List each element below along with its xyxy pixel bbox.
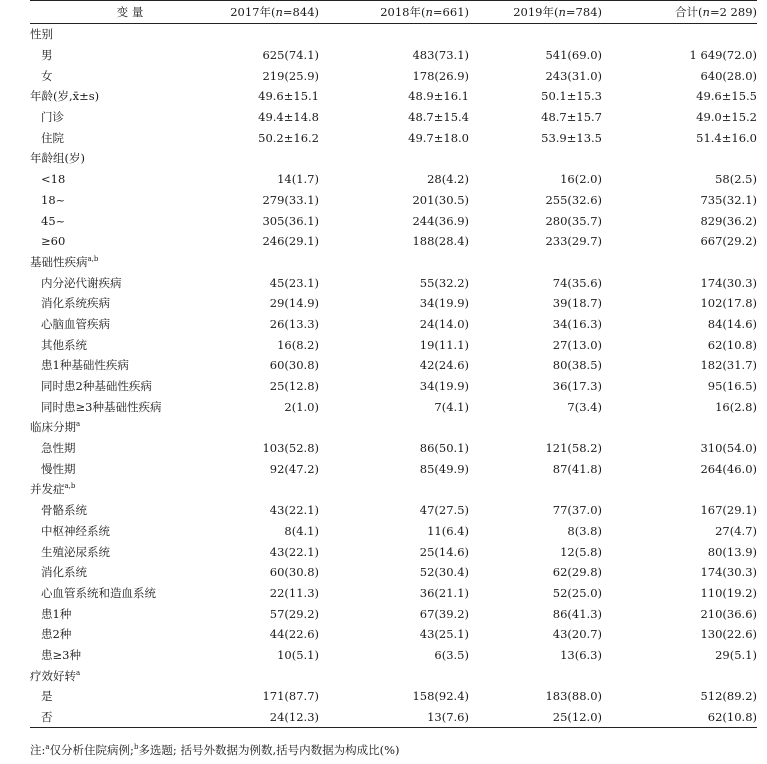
- row-value: 52(25.0): [552, 585, 602, 600]
- row-value: 44(22.6): [269, 627, 319, 642]
- row-value: [469, 479, 602, 500]
- row-value: 47(27.5): [419, 503, 469, 518]
- row-label: <18: [41, 172, 66, 187]
- row-value: 62(29.8): [552, 565, 602, 580]
- table-row: [30, 458, 757, 479]
- row-value: 8(3.8): [567, 523, 602, 538]
- row-value: 14(1.7): [277, 172, 319, 187]
- row-label: 临床分期$^a$: [30, 420, 81, 435]
- row-value: 28(4.2): [427, 172, 469, 187]
- row-label: 患1种基础性疾病: [41, 358, 129, 373]
- row-value: 55(32.2): [419, 275, 469, 290]
- table-row: [30, 500, 757, 521]
- table-row: [30, 665, 757, 686]
- row-value: 158(92.4): [412, 689, 469, 704]
- row-label: 否: [30, 707, 230, 728]
- header-row: [30, 1, 757, 24]
- header-2018: 2018年(n=661): [319, 1, 469, 24]
- row-value: 483(73.1): [412, 48, 469, 63]
- table-row: [30, 334, 757, 355]
- row-value: 219(25.9): [262, 68, 319, 83]
- table-row: [30, 314, 757, 335]
- header-variable: 变 量: [30, 1, 230, 24]
- row-value: 34(19.9): [419, 379, 469, 394]
- row-label: 并发症$^{a,b}$: [30, 482, 76, 497]
- row-value: [230, 417, 319, 438]
- row-label: 内分泌代谢疾病: [41, 275, 122, 290]
- row-value: [230, 24, 319, 45]
- row-value: 25(12.8): [269, 379, 319, 394]
- row-value: 1 649(72.0): [689, 48, 757, 63]
- row-value: 29(5.1): [715, 647, 757, 662]
- row-value: 233(29.7): [545, 234, 602, 249]
- row-value: [602, 665, 757, 686]
- table-row: [30, 107, 757, 128]
- row-label: 年龄组(岁): [30, 151, 85, 166]
- row-label: 疗效好转$^a$: [30, 668, 81, 683]
- row-value: 13(7.6): [319, 707, 469, 728]
- row-value: 174(30.3): [700, 275, 757, 290]
- row-value: 16(2.0): [560, 172, 602, 187]
- row-label: 同时患≥3种基础性疾病: [41, 399, 162, 414]
- row-value: 7(4.1): [434, 399, 469, 414]
- row-label: 女: [41, 68, 53, 83]
- row-value: 201(30.5): [412, 192, 469, 207]
- table-row: [30, 148, 757, 169]
- row-value: 246(29.1): [262, 234, 319, 249]
- row-value: [319, 252, 469, 273]
- row-value: 48.7±15.4: [408, 110, 469, 125]
- table-row: [30, 479, 757, 500]
- row-value: [319, 24, 469, 45]
- row-value: 264(46.0): [700, 461, 757, 476]
- table-body: [30, 24, 757, 728]
- row-value: 829(36.2): [700, 213, 757, 228]
- table-row: [30, 707, 757, 728]
- row-value: 62(10.8): [707, 337, 757, 352]
- row-value: 735(32.1): [700, 192, 757, 207]
- table-row: [30, 169, 757, 190]
- row-label: 心血管系统和造血系统: [41, 585, 156, 600]
- row-label: 急性期: [41, 441, 76, 456]
- row-value: 42(24.6): [419, 358, 469, 373]
- table-row: [30, 438, 757, 459]
- row-value: [602, 417, 757, 438]
- row-label: 消化系统: [41, 565, 87, 580]
- footnote-marker: a,b: [87, 254, 99, 263]
- table-row: [30, 65, 757, 86]
- row-value: 50.2±16.2: [258, 130, 319, 145]
- table-row: [30, 541, 757, 562]
- row-value: 16(2.8): [715, 399, 757, 414]
- header-2019: 2019年(n=784): [469, 1, 602, 24]
- row-value: 279(33.1): [262, 192, 319, 207]
- row-value: 26(13.3): [269, 316, 319, 331]
- row-label: 心脑血管疾病: [41, 316, 110, 331]
- row-value: 60(30.8): [269, 565, 319, 580]
- row-value: 51.4±16.0: [696, 130, 757, 145]
- row-value: 34(19.9): [419, 296, 469, 311]
- table-row: [30, 190, 757, 211]
- row-value: 625(74.1): [262, 48, 319, 63]
- header-total: 合计(n=2 289): [602, 1, 757, 24]
- table-row: [30, 45, 757, 66]
- row-label: 患≥3种: [41, 647, 81, 662]
- row-value: 50.1±15.3: [541, 89, 602, 104]
- row-value: 36(21.1): [419, 585, 469, 600]
- row-value: 305(36.1): [262, 213, 319, 228]
- row-value: 121(58.2): [545, 441, 602, 456]
- header-2017: 2017年(n=844): [230, 1, 319, 24]
- row-label: 45~: [41, 213, 66, 228]
- row-value: 80(38.5): [552, 358, 602, 373]
- table-row: [30, 583, 757, 604]
- row-value: 43(20.7): [552, 627, 602, 642]
- row-value: 19(11.1): [419, 337, 469, 352]
- row-value: 77(37.0): [552, 503, 602, 518]
- row-value: 243(31.0): [545, 68, 602, 83]
- row-value: 49.6±15.1: [258, 89, 319, 104]
- row-value: 171(87.7): [262, 689, 319, 704]
- row-value: 244(36.9): [412, 213, 469, 228]
- row-value: 183(88.0): [545, 689, 602, 704]
- row-value: 255(32.6): [545, 192, 602, 207]
- row-value: 43(22.1): [269, 503, 319, 518]
- row-value: 210(36.6): [700, 606, 757, 621]
- row-value: [230, 665, 319, 686]
- row-label: 生殖泌尿系统: [41, 544, 110, 559]
- row-value: 95(16.5): [707, 379, 757, 394]
- row-value: 188(28.4): [412, 234, 469, 249]
- row-value: 49.7±18.0: [408, 130, 469, 145]
- row-label: 住院: [41, 130, 64, 145]
- row-value: 130(22.6): [700, 627, 757, 642]
- row-value: 27(13.0): [552, 337, 602, 352]
- table-row: [30, 272, 757, 293]
- row-value: 39(18.7): [552, 296, 602, 311]
- table-row: [30, 231, 757, 252]
- row-value: 48.9±16.1: [408, 89, 469, 104]
- row-value: 60(30.8): [269, 358, 319, 373]
- row-label: 同时患2种基础性疾病: [41, 379, 152, 394]
- row-value: 80(13.9): [707, 544, 757, 559]
- table-row: [30, 645, 757, 666]
- row-value: 10(5.1): [277, 647, 319, 662]
- table-row: [30, 562, 757, 583]
- row-value: [469, 665, 602, 686]
- row-label: 门诊: [41, 110, 64, 125]
- row-value: 24(14.0): [419, 316, 469, 331]
- row-label: 消化系统疾病: [41, 296, 110, 311]
- table-footnote: 注:$^a$仅分析住院病例;$^b$多选题; 括号外数据为例数,括号内数据为构成比(%): [30, 743, 400, 757]
- row-value: 84(14.6): [707, 316, 757, 331]
- row-value: 167(29.1): [700, 503, 757, 518]
- row-value: 62(10.8): [602, 707, 757, 728]
- footnote-marker: a: [76, 668, 81, 677]
- row-label: 性别: [30, 27, 53, 42]
- table-row: [30, 24, 757, 45]
- row-value: [602, 148, 757, 169]
- row-value: 52(30.4): [419, 565, 469, 580]
- row-label: 年龄(岁,x̄±s): [30, 89, 100, 104]
- row-label: 患1种: [41, 606, 72, 621]
- row-value: 6(3.5): [434, 647, 469, 662]
- row-value: 74(35.6): [552, 275, 602, 290]
- table-row: [30, 624, 757, 645]
- row-value: 13(6.3): [560, 647, 602, 662]
- footnote-marker: a: [76, 420, 81, 429]
- row-value: 12(5.8): [560, 544, 602, 559]
- row-value: 36(17.3): [552, 379, 602, 394]
- row-value: [230, 148, 319, 169]
- row-value: 310(54.0): [700, 441, 757, 456]
- row-value: 92(47.2): [269, 461, 319, 476]
- row-value: 110(19.2): [700, 585, 757, 600]
- row-value: 103(52.8): [262, 441, 319, 456]
- row-value: [469, 417, 602, 438]
- row-value: [319, 665, 469, 686]
- table-row: [30, 210, 757, 231]
- row-value: 86(41.3): [552, 606, 602, 621]
- row-value: 22(11.3): [269, 585, 319, 600]
- row-label: 中枢神经系统: [41, 523, 110, 538]
- row-value: [469, 148, 602, 169]
- table-row: [30, 603, 757, 624]
- footnote-marker: a,b: [64, 482, 76, 491]
- row-value: 67(39.2): [419, 606, 469, 621]
- row-value: [602, 252, 757, 273]
- row-value: 49.6±15.5: [696, 89, 757, 104]
- table-row: [30, 417, 757, 438]
- table-row: [30, 376, 757, 397]
- row-value: 667(29.2): [700, 234, 757, 249]
- row-value: 2(1.0): [284, 399, 319, 414]
- row-label: 其他系统: [41, 337, 87, 352]
- row-value: [319, 479, 469, 500]
- row-label: 基础性疾病$^{a,b}$: [30, 254, 99, 269]
- row-value: [469, 252, 602, 273]
- row-value: 8(4.1): [284, 523, 319, 538]
- row-value: [602, 24, 757, 45]
- row-value: 25(14.6): [419, 544, 469, 559]
- row-value: 178(26.9): [412, 68, 469, 83]
- table-row: [30, 686, 757, 707]
- row-value: 87(41.8): [552, 461, 602, 476]
- row-value: 58(2.5): [715, 172, 757, 187]
- row-value: 512(89.2): [700, 689, 757, 704]
- data-table: [30, 0, 757, 728]
- row-value: 34(16.3): [552, 316, 602, 331]
- table-row: [30, 293, 757, 314]
- row-value: 85(49.9): [419, 461, 469, 476]
- row-label: 慢性期: [41, 461, 76, 476]
- row-label: 是: [41, 689, 53, 704]
- table-row: [30, 86, 757, 107]
- statistics-table-document: [30, 0, 757, 757]
- row-value: 182(31.7): [700, 358, 757, 373]
- row-label: ≥60: [41, 234, 66, 249]
- row-value: [230, 252, 319, 273]
- row-value: [319, 148, 469, 169]
- row-label: 骨骼系统: [41, 503, 87, 518]
- row-value: 16(8.2): [277, 337, 319, 352]
- row-value: 86(50.1): [419, 441, 469, 456]
- row-value: 280(35.7): [545, 213, 602, 228]
- row-value: [602, 479, 757, 500]
- table-row: [30, 252, 757, 273]
- row-value: 11(6.4): [427, 523, 469, 538]
- row-value: 29(14.9): [269, 296, 319, 311]
- row-value: 24(12.3): [230, 707, 319, 728]
- row-value: 48.7±15.7: [541, 110, 602, 125]
- table-row: [30, 127, 757, 148]
- row-value: 640(28.0): [700, 68, 757, 83]
- row-label: 患2种: [41, 627, 72, 642]
- table-row: [30, 521, 757, 542]
- row-label: 18~: [41, 192, 66, 207]
- row-value: 27(4.7): [715, 523, 757, 538]
- row-value: [319, 417, 469, 438]
- row-value: 57(29.2): [269, 606, 319, 621]
- row-value: 43(25.1): [419, 627, 469, 642]
- row-value: 53.9±13.5: [541, 130, 602, 145]
- row-label: 男: [41, 48, 53, 63]
- row-value: 49.4±14.8: [258, 110, 319, 125]
- row-value: 43(22.1): [269, 544, 319, 559]
- table-row: [30, 355, 757, 376]
- row-value: 541(69.0): [545, 48, 602, 63]
- row-value: [230, 479, 319, 500]
- row-value: 45(23.1): [269, 275, 319, 290]
- row-value: 49.0±15.2: [696, 110, 757, 125]
- row-value: 25(12.0): [469, 707, 602, 728]
- row-value: [469, 24, 602, 45]
- row-value: 174(30.3): [700, 565, 757, 580]
- row-value: 102(17.8): [700, 296, 757, 311]
- row-value: 7(3.4): [567, 399, 602, 414]
- table-row: [30, 396, 757, 417]
